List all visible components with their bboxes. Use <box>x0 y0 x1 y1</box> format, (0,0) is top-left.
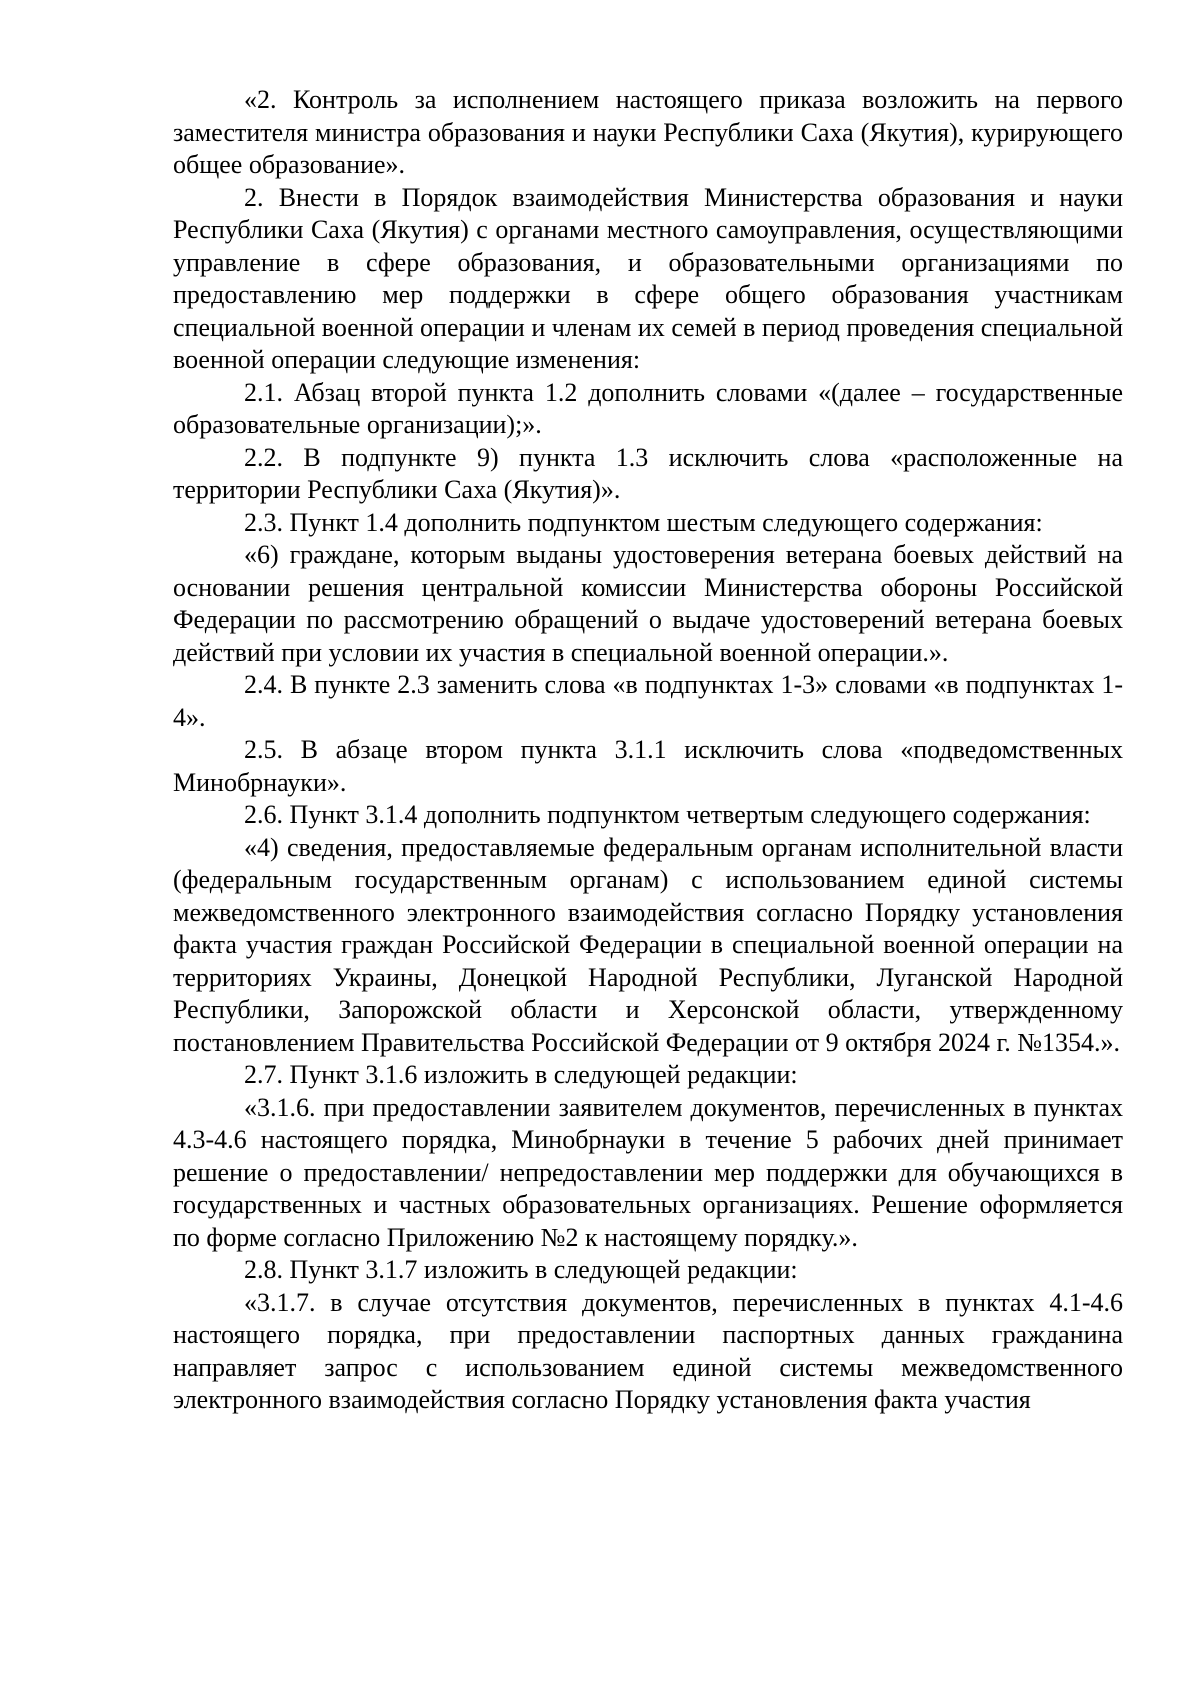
paragraph-subitem-6: «6) граждане, которым выданы удостоверения ветерана боевых действий на основании решения центральной комиссии Министерства обороны Российской Федерации по рассмотрению обращений о выдаче удостоверений ветерана боевых действий при условии их участия в специальной военной операции.». <box>173 540 1123 667</box>
paragraph-clause-3-1-7: «3.1.7. в случае отсутствия документов, перечисленных в пунктах 4.1-4.6 настоящего порядка, при предоставлении паспортных данных гражданина направляет запрос с использованием единой системы межведомственного электронного взаимодействия согласно Порядку установления факта участия <box>173 1287 1123 1414</box>
paragraph-control-clause: «2. Контроль за исполнением настоящего приказа возложить на первого заместителя министра образования и науки Республики Саха (Якутия), курирующего общее образование». <box>173 85 1123 179</box>
paragraph-clause-3-1-6: «3.1.6. при предоставлении заявителем документов, перечисленных в пунктах 4.3-4.6 настоящего порядка, Минобрнауки в течение 5 рабочих дней принимает решение о предоставлении/ непредоставлении мер поддержки для обучающихся в государственных и частных образовательных организациях. Решение оформляется по форме согласно Приложению №2 к настоящему порядку.». <box>173 1092 1123 1252</box>
paragraph-item-2-7: 2.7. Пункт 3.1.6 изложить в следующей редакции: <box>244 1060 798 1089</box>
paragraph-item-2-2: 2.2. В подпункте 9) пункта 1.3 исключить слова «расположенные на территории Республики Саха (Якутия)». <box>173 442 1123 504</box>
document-page <box>173 84 1123 1417</box>
paragraph-subitem-4: «4) сведения, предоставляемые федеральным органам исполнительной власти (федеральным государственным органам) с использованием единой системы межведомственного электронного взаимодействия согласно Порядку установления факта участия граждан Российской Федерации в специальной военной операции на территориях Украины, Донецкой Народной Республики, Луганской Народной Республики, Запорожской области и Херсонской области, утвержденному постановлением Правительства Российской Федерации от 9 октября 2024 г. №1354.». <box>173 832 1123 1057</box>
paragraph-item-2-6: 2.6. Пункт 3.1.4 дополнить подпунктом четвертым следующего содержания: <box>244 800 1091 829</box>
paragraph-item-2-3: 2.3. Пункт 1.4 дополнить подпунктом шестым следующего содержания: <box>244 507 1043 537</box>
paragraph-item-2-8: 2.8. Пункт 3.1.7 изложить в следующей редакции: <box>244 1255 798 1284</box>
paragraph-item-2-5: 2.5. В абзаце втором пункта 3.1.1 исключить слова «подведомственных Минобрнауки». <box>173 735 1123 797</box>
paragraph-item-2-1: 2.1. Абзац второй пункта 1.2 дополнить словами «(далее – государственные образовательные организации);». <box>173 377 1123 439</box>
paragraph-item-2-4: 2.4. В пункте 2.3 заменить слова «в подпунктах 1-3» словами «в подпунктах 1-4». <box>173 670 1123 732</box>
paragraph-item-2: 2. Внести в Порядок взаимодействия Министерства образования и науки Республики Саха (Якутия) с органами местного самоуправления, осуществляющими управление в сфере образования, и образовательными организациями по предоставлению мер поддержки в сфере общего образования участникам специальной военной операции и членам их семей в период проведения специальной военной операции следующие изменения: <box>173 182 1123 374</box>
